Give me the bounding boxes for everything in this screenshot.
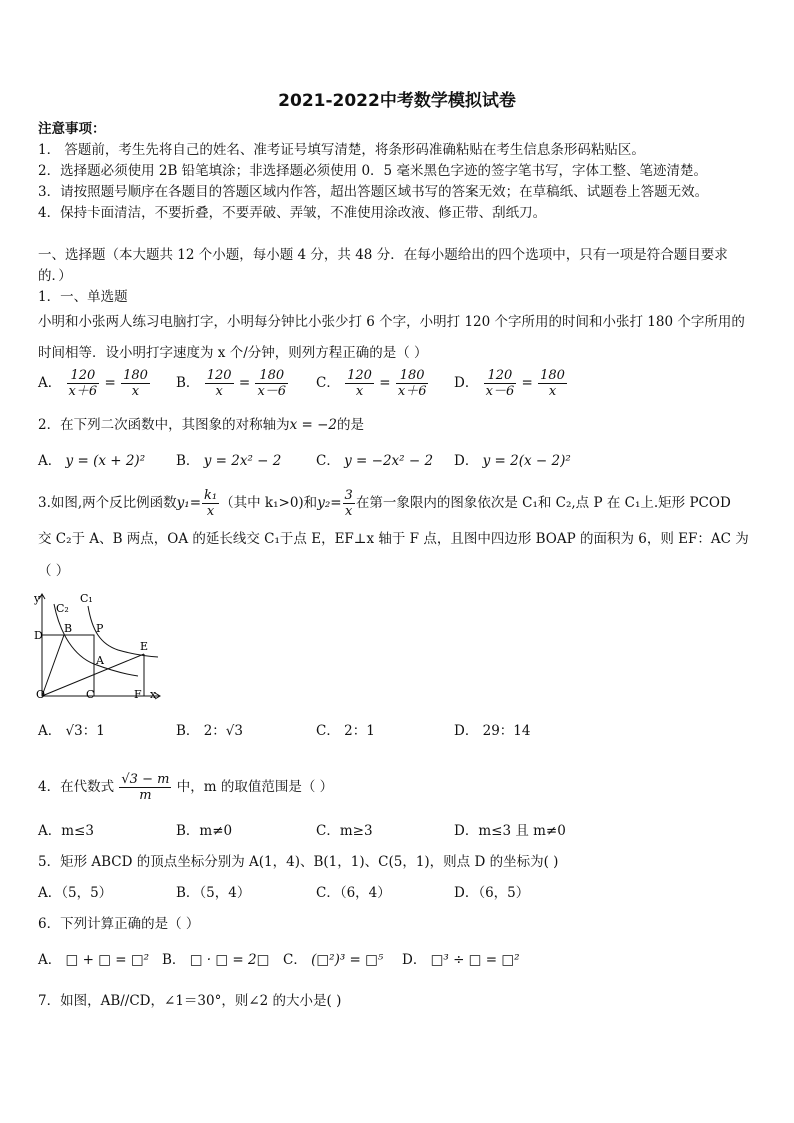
label-b: B: [64, 622, 73, 635]
q6-option-d: D． □³ ÷ □ = □²: [402, 952, 520, 968]
q6-option-b: B． □ · □ = 2□: [162, 952, 270, 968]
q3-stem-paren: （ ）: [38, 563, 70, 579]
q1-option-c: C． $\frac{120}{x}$ = $\frac{180}{x+6}$: [316, 368, 427, 399]
section-heading-cont: 的．）: [38, 268, 72, 284]
q4-option-a: A．m≤3: [38, 823, 94, 839]
label-f: F: [134, 688, 142, 701]
q2-option-d: D． y = 2(x − 2)²: [454, 453, 571, 469]
notice-item: 1． 答题前，考生先将自己的姓名、准考证号填写清楚，将条形码准确粘贴在考生信息条形码粘贴区。: [38, 142, 645, 158]
q2-option-a: A． y = (x + 2)²: [38, 453, 146, 469]
q4-option-c: C．m≥3: [316, 823, 373, 839]
q3-figure: [34, 590, 164, 702]
q3-option-b: B． 2：√3: [176, 723, 243, 739]
section-heading: 一、选择题（本大题共 12 个小题，每小题 4 分，共 48 分．在每小题给出的四个选项中，只有一项是符合题目要求: [38, 247, 728, 263]
q4-option-b: B．m≠0: [176, 823, 233, 839]
rectangle-pcod: [42, 635, 94, 696]
q1-stem: 小明和小张两人练习电脑打字，小明每分钟比小张少打 6 个字，小明打 120 个字所用的时间和小张打 180 个字所用的: [38, 314, 745, 330]
notice-item: 2．选择题必须使用 2B 铅笔填涂；非选择题必须使用 0．5 毫米黑色字迹的签字笔书写，字体工整、笔迹清楚。: [38, 163, 707, 179]
label-c2: C₂: [56, 602, 69, 615]
q2-option-c: C． y = −2x² − 2: [316, 453, 434, 469]
q5-option-b: B．（5，4）: [176, 885, 251, 901]
q4-option-d: D．m≤3 且 m≠0: [454, 823, 566, 839]
q1-label: 1．一、单选题: [38, 289, 128, 305]
page-title: 2021-2022中考数学模拟试卷: [278, 91, 516, 111]
label-d: D: [34, 629, 43, 642]
label-a: A: [96, 654, 104, 667]
label-o: O: [36, 688, 46, 701]
q2-option-b: B． y = 2x² − 2: [176, 453, 282, 469]
q4-stem: 4．在代数式 $\frac{√3 - m}{m}$ 中，m 的取值范围是（ ）: [38, 772, 334, 803]
q3-stem: 3.如图,两个反比例函数y₁= $\frac{\text{k₁}}{x}$ （其中 k₁>0)和y₂= $\frac{3}{x}$ 在第一象限内的图象依次是 C₁和 C₂,点 P 在 C₁上.矩形 PCOD: [38, 488, 731, 519]
label-y: y: [34, 592, 41, 605]
q3-option-a: A． √3：1: [38, 723, 105, 739]
q3-option-c: C． 2：1: [316, 723, 375, 739]
q1-option-d: D． $\frac{120}{x-6}$ = $\frac{180}{x}$: [454, 368, 565, 399]
q5-option-a: A．（5，5）: [38, 885, 113, 901]
q1-option-a: A． $\frac{120}{x+6}$ = $\frac{180}{x}$: [38, 368, 148, 399]
q3-option-d: D． 29：14: [454, 723, 531, 739]
label-p: P: [96, 622, 104, 635]
q2-stem: 2．在下列二次函数中，其图象的对称轴为x = −2的是: [38, 417, 365, 433]
label-e: E: [140, 640, 149, 653]
label-c: C: [86, 688, 95, 701]
notice-item: 3．请按照题号顺序在各题目的答题区域内作答，超出答题区域书写的答案无效；在草稿纸、试题卷上答题无效。: [38, 184, 709, 200]
q1-option-b: B． $\frac{120}{x}$ = $\frac{180}{x-6}$: [176, 368, 287, 399]
q7-stem: 7．如图，AB//CD，∠1＝30°，则∠2 的大小是( ): [38, 993, 342, 1009]
label-x: x: [150, 688, 157, 701]
notice-item: 4．保持卡面清洁，不要折叠，不要弄破、弄皱，不准使用涂改液、修正带、刮纸刀。: [38, 205, 547, 221]
q5-option-d: D．（6，5）: [454, 885, 530, 901]
q6-option-c: C． (□²)³ = □⁵: [283, 952, 384, 968]
q1-stem-cont: 时间相等．设小明打字速度为 x 个/分钟，则列方程正确的是（ ）: [38, 345, 428, 361]
notice-heading: 注意事项：: [38, 121, 106, 137]
segment-ob: [42, 635, 64, 696]
label-c1: C₁: [80, 592, 93, 605]
q5-stem: 5．矩形 ABCD 的顶点坐标分别为 A(1，4)、B(1，1)、C(5，1)，则点 D 的坐标为( ): [38, 854, 559, 870]
q6-stem: 6．下列计算正确的是（ ）: [38, 916, 200, 932]
q5-option-c: C．（6，4）: [316, 885, 391, 901]
q6-option-a: A． □ + □ = □²: [38, 952, 150, 968]
q3-stem-cont: 交 C₂于 A、B 两点，OA 的延长线交 C₁于点 E，EF⊥x 轴于 F 点，且图中四边形 BOAP 的面积为 6，则 EF：AC 为: [38, 531, 749, 547]
